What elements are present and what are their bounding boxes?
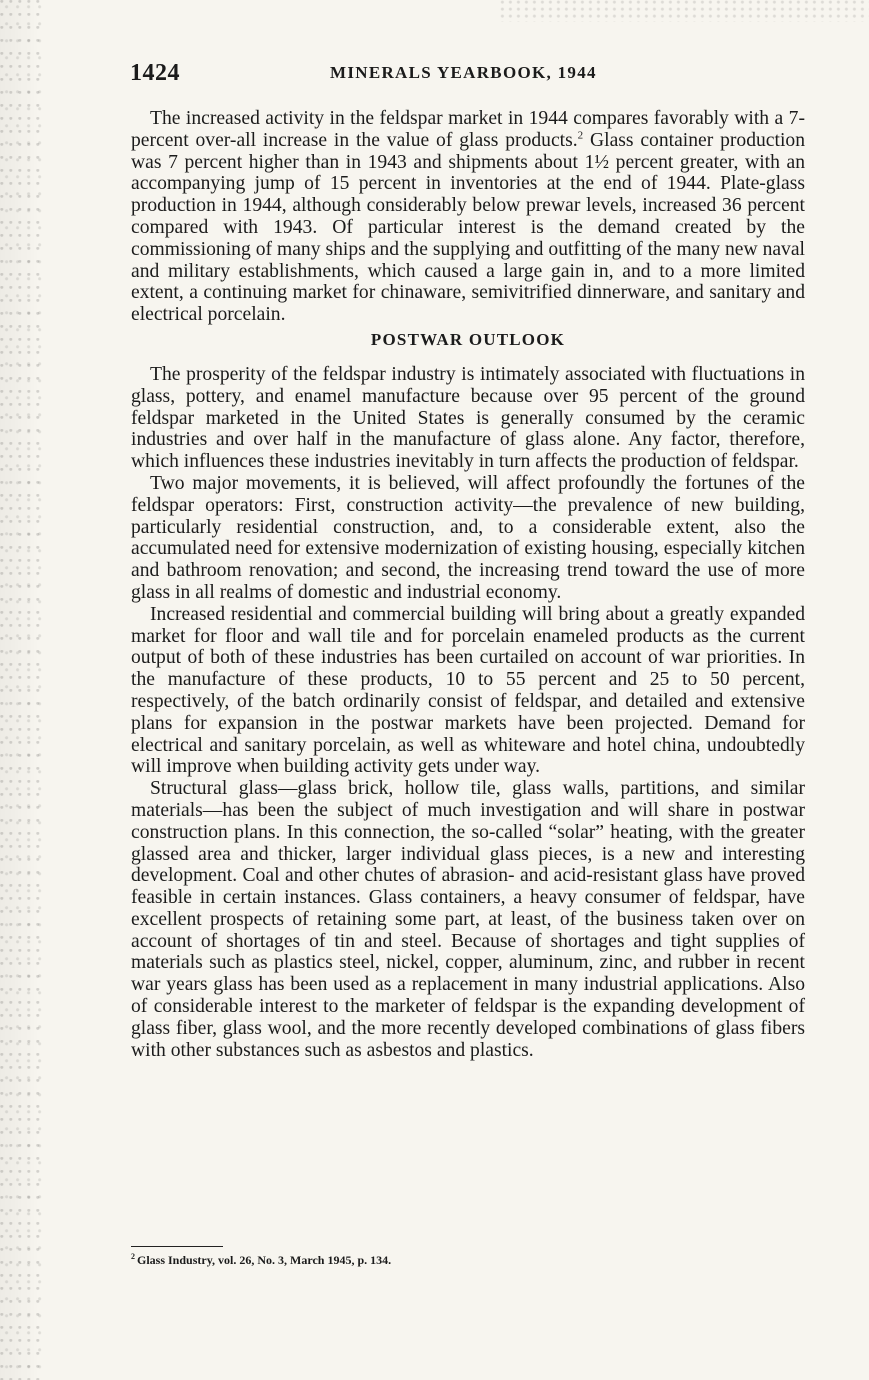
footnote: [131, 1252, 391, 1268]
paragraph-major-movements: Two major movements, it is believed, will affect profoundly the fortunes of the feldspar operators: First, construction activity—the prevalence of new building, particularly residential construction, and, to a considerable extent, also the accumulated need for extensive modernization of existing housing, especially kitchen and bathroom renovation; and second, the increasing trend toward the use of more glass in all realms of domestic and industrial economy.: [131, 472, 805, 603]
paragraph-building: Increased residential and commercial building will bring about a greatly expanded market for floor and wall tile and for porcelain enameled products as the current output of both of these industries has been curtailed on account of war priorities. In the manufacture of these products, 10 to 55 percent and 25 to 50 percent, respectively, of the batch ordinarily consist of feldspar, and detailed and extensive plans for expansion in the postwar markets have been projected. Demand for electrical and sanitary porcelain, as well as whiteware and hotel china, undoubtedly will improve when building activity gets under way.: [131, 603, 805, 778]
paragraph-prosperity: The prosperity of the feldspar industry is intimately associated with fluctuations in glass, pottery, and enamel manufacture because over 95 percent of the ground feldspar marketed in the United States is generally consumed by the ceramic industries and over half in the manufacture of glass alone. Any factor, therefore, which influences these industries inevitably in turn affects the production of feldspar.: [131, 363, 805, 473]
scan-margin-noise: [0, 0, 42, 1380]
footnote-text: Glass Industry, vol. 26, No. 3, March 1945, p. 134.: [137, 1253, 392, 1267]
scan-top-noise: [500, 0, 869, 22]
paragraph-structural-glass: Structural glass—glass brick, hollow tile, glass walls, partitions, and similar materials—has been the subject of much investigation and will share in postwar construction plans. In this connection, the so-called “solar” heating, with the greater glassed area and thicker, larger individual glass pieces, is a new and interesting development. Coal and other chutes of abrasion- and acid-resistant glass have proved feasible in certain instances. Glass containers, a heavy consumer of feldspar, have excellent prospects of retaining some part, at least, of the business taken over on account of shortages of tin and steel. Because of shortages and tight supplies of materials such as plastics steel, nickel, copper, aluminum, zinc, and rubber in recent war years glass has been used as a replacement in many industrial applications. Also of considerable interest to the marketer of feldspar is the expanding development of glass fiber, glass wool, and the more recently developed combinations of glass fibers with other substances such as asbestos and plastics.: [131, 778, 805, 1061]
page-header: [130, 60, 810, 90]
footnote-number: 2: [131, 1252, 135, 1261]
running-head: MINERALS YEARBOOK, 1944: [330, 63, 597, 82]
paragraph-text: The increased activity in the feldspar market in 1944 compares favorably with a 7-percent over-all increase in the value of glass products.: [131, 108, 805, 151]
section-heading: POSTWAR OUTLOOK: [370, 329, 566, 349]
footnote-reference: 2: [577, 129, 584, 142]
page-number: 1424: [130, 60, 180, 86]
body-text: [131, 108, 805, 1061]
paragraph-glass-products: [131, 108, 805, 326]
footnote-divider: [131, 1246, 223, 1247]
paragraph-text: Glass container production was 7 percent higher than in 1943 and shipments about 1½ percent greater, with an accompanying jump of 15 percent in inventories at the end of 1944. Plate-glass production in 1944, although considerably below prewar levels, increased 36 percent compared with 1943. Of particular interest is the demand created by the commissioning of many ships and the supplying and outfitting of the many new naval and military establishments, which caused a large gain in, and to a more limited extent, a continuing market for chinaware, semivitrified dinnerware, and sanitary and electrical porcelain.: [131, 129, 805, 326]
